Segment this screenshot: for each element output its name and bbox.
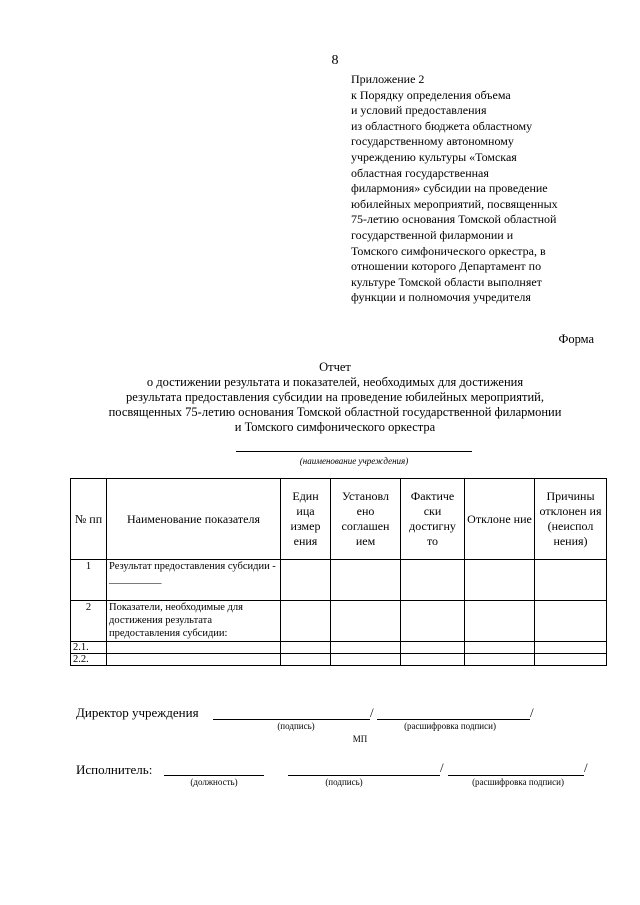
slash-separator: / bbox=[370, 705, 374, 720]
appendix-line: функции и полномочия учредителя bbox=[351, 290, 531, 305]
decoding-caption: (расшифровка подписи) bbox=[404, 721, 496, 731]
page-number: 8 bbox=[331, 53, 339, 68]
cell-reasons[interactable] bbox=[535, 642, 607, 654]
col-header-deviation: Отклоне ние bbox=[465, 479, 535, 560]
table-row bbox=[71, 654, 607, 666]
row-indicator-name: Результат предоставления субсидии - __________ bbox=[107, 560, 281, 601]
cell-deviation[interactable] bbox=[465, 560, 535, 601]
row-number: 2 bbox=[71, 601, 107, 642]
row-indicator-name[interactable] bbox=[107, 642, 281, 654]
appendix-line: отношении которого Департамент по bbox=[351, 259, 542, 274]
executor-decoding-field[interactable] bbox=[448, 775, 584, 776]
director-label: Директор учреждения bbox=[76, 705, 199, 720]
appendix-line: государственной филармонии и bbox=[351, 227, 514, 242]
cell-deviation[interactable] bbox=[465, 601, 535, 642]
signature-caption: (подпись) bbox=[325, 777, 363, 787]
appendix-line: областная государственная bbox=[351, 165, 489, 180]
col-header-planned: Установл ено соглашен ием bbox=[331, 479, 401, 560]
report-title-line: и Томского симфонического оркестра bbox=[234, 420, 436, 434]
cell-planned[interactable] bbox=[331, 601, 401, 642]
row-number: 1 bbox=[71, 560, 107, 601]
cell-actual[interactable] bbox=[401, 560, 465, 601]
appendix-line: государственному автономному bbox=[351, 134, 514, 149]
appendix-line: из областного бюджета областному bbox=[351, 118, 533, 133]
slash-separator: / bbox=[440, 760, 444, 775]
form-label: Форма bbox=[558, 332, 594, 346]
cell-deviation[interactable] bbox=[465, 642, 535, 654]
cell-planned[interactable] bbox=[331, 560, 401, 601]
report-title-line: Отчет bbox=[319, 360, 351, 374]
report-title-line: посвященных 75-летию основания Томской областной государственной филармонии bbox=[108, 405, 562, 419]
appendix-line: юбилейных мероприятий, посвященных bbox=[351, 196, 558, 211]
row-indicator-name[interactable] bbox=[107, 654, 281, 666]
signature-caption: (подпись) bbox=[277, 721, 315, 731]
appendix-line: филармония» субсидии на проведение bbox=[351, 181, 548, 196]
slash-separator: / bbox=[584, 760, 588, 775]
table-header-row bbox=[71, 479, 607, 560]
indicators-table bbox=[70, 478, 607, 666]
appendix-line: учреждению культуры «Томская bbox=[351, 149, 517, 164]
appendix-line: Приложение 2 bbox=[351, 72, 425, 86]
row-number: 2.1. bbox=[71, 642, 107, 654]
director-signature-field[interactable] bbox=[213, 719, 370, 720]
cell-reasons[interactable] bbox=[535, 601, 607, 642]
organization-name-field[interactable] bbox=[236, 451, 472, 452]
appendix-line: культуре Томской области выполняет bbox=[351, 274, 542, 289]
appendix-line: к Порядку определения объема bbox=[351, 87, 511, 102]
appendix-header bbox=[351, 72, 611, 306]
col-header-indicator-name: Наименование показателя bbox=[107, 479, 281, 560]
stamp-label: МП bbox=[352, 734, 368, 744]
cell-planned[interactable] bbox=[331, 654, 401, 666]
cell-reasons[interactable] bbox=[535, 654, 607, 666]
cell-deviation[interactable] bbox=[465, 654, 535, 666]
row-number: 2.2. bbox=[71, 654, 107, 666]
decoding-caption: (расшифровка подписи) bbox=[472, 777, 564, 787]
cell-actual[interactable] bbox=[401, 654, 465, 666]
cell-unit[interactable] bbox=[281, 642, 331, 654]
table-row bbox=[71, 601, 607, 642]
report-title-line: о достижении результата и показателей, необходимых для достижения bbox=[146, 375, 524, 389]
executor-label: Исполнитель: bbox=[76, 762, 153, 777]
cell-unit[interactable] bbox=[281, 654, 331, 666]
col-header-reasons: Причины отклонен ия (неиспол нения) bbox=[535, 479, 607, 560]
cell-actual[interactable] bbox=[401, 642, 465, 654]
director-decoding-field[interactable] bbox=[377, 719, 530, 720]
row-indicator-name: Показатели, необходимые для достижения результата предоставления субсидии: bbox=[107, 601, 281, 642]
cell-planned[interactable] bbox=[331, 642, 401, 654]
cell-unit[interactable] bbox=[281, 601, 331, 642]
cell-actual[interactable] bbox=[401, 601, 465, 642]
report-title-line: результата предоставления субсидии на проведение юбилейных мероприятий, bbox=[126, 390, 544, 404]
organization-name-caption: (наименование учреждения) bbox=[299, 456, 409, 466]
appendix-line: и условий предоставления bbox=[351, 103, 487, 118]
cell-reasons[interactable] bbox=[535, 560, 607, 601]
appendix-line: 75-летию основания Томской областной bbox=[351, 212, 557, 227]
appendix-line: Томского симфонического оркестра, в bbox=[351, 243, 546, 258]
slash-separator: / bbox=[530, 705, 534, 720]
report-title bbox=[0, 360, 640, 435]
cell-unit[interactable] bbox=[281, 560, 331, 601]
table-row bbox=[71, 560, 607, 601]
executor-position-field[interactable] bbox=[164, 775, 264, 776]
position-caption: (должность) bbox=[190, 777, 238, 787]
executor-signature-field[interactable] bbox=[288, 775, 440, 776]
col-header-number: № пп bbox=[71, 479, 107, 560]
col-header-unit: Един ица измер ения bbox=[281, 479, 331, 560]
col-header-actual: Фактиче ски достигну то bbox=[401, 479, 465, 560]
table-row bbox=[71, 642, 607, 654]
